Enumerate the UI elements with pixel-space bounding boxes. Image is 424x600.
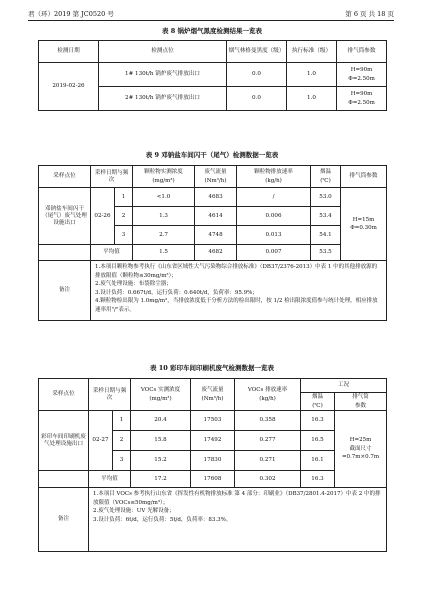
stack-params: H=90m Φ=2.50m — [337, 63, 387, 87]
page-header — [28, 8, 394, 21]
avg-concentration: 17.2 — [131, 471, 191, 488]
rate: 0.277 — [235, 431, 301, 451]
stack-params: H=15m Φ=0.30m — [341, 188, 387, 261]
col-header-point: 采样点位 — [39, 166, 91, 188]
frequency: 3 — [115, 226, 133, 245]
blackness-value: 0.0 — [227, 87, 287, 111]
table-9-caption: 表 9 邓钠盐车间闪干（尾气）检测数据一览表 — [145, 151, 279, 159]
col-header-date-freq: 采样日期与频次 — [91, 166, 133, 188]
col-header-concentration: 颗粒物实测浓度 (mg/m³) — [133, 166, 195, 188]
avg-temperature: 16.3 — [301, 471, 335, 488]
concentration: 20.4 — [131, 411, 191, 431]
standard-value: 1.0 — [287, 87, 337, 111]
stack-params: H=25m 截面尺寸 =0.7m×0.7m — [335, 411, 387, 488]
col-header-point: 检测点位 — [99, 41, 227, 63]
rate: 0.358 — [235, 411, 301, 431]
notes-row — [39, 261, 387, 321]
flow: 4683 — [195, 188, 237, 207]
temperature: 16.5 — [301, 431, 335, 451]
average-label: 平均值 — [89, 471, 131, 488]
col-header-flow: 废气流量 (Nm³/h) — [195, 166, 237, 188]
table-row — [39, 63, 387, 87]
table-row — [39, 411, 387, 431]
table-10 — [38, 378, 387, 552]
temperature: 16.1 — [301, 451, 335, 471]
rate: / — [237, 188, 311, 207]
col-header-date-freq: 采样日期与频次 — [89, 379, 131, 411]
avg-rate: 0.302 — [235, 471, 301, 488]
avg-flow: 17608 — [191, 471, 235, 488]
col-header-rate: 颗粒物排放速率 (kg/h) — [237, 166, 311, 188]
report-number: 君（环）2019 第 JC0520 号 — [28, 10, 114, 18]
rate: 0.013 — [237, 226, 311, 245]
col-header-standard: 执行标准（级） — [287, 41, 337, 63]
notes-label: 备注 — [39, 488, 89, 552]
frequency: 1 — [115, 188, 133, 207]
avg-concentration: 1.5 — [133, 245, 195, 261]
sampling-date: 02-26 — [91, 188, 115, 245]
page-counter: 第 6 页 共 18 页 — [345, 10, 394, 18]
notes-row — [39, 488, 387, 552]
col-header-stack: 排气筒参数 — [337, 41, 387, 63]
frequency: 1 — [113, 411, 131, 431]
flow: 17492 — [191, 431, 235, 451]
average-label: 平均值 — [91, 245, 133, 261]
col-header-rate: VOCs 排放速率 (kg/h) — [235, 379, 301, 411]
table-9 — [38, 165, 387, 321]
concentration: 15.2 — [131, 451, 191, 471]
rate: 0.271 — [235, 451, 301, 471]
flow: 4614 — [195, 207, 237, 226]
stack-params: H=90m Φ=2.50m — [337, 87, 387, 111]
blackness-value: 0.0 — [227, 63, 287, 87]
flow: 17503 — [191, 411, 235, 431]
sampling-point: 彩印车间印刷机废气处理设施出口 — [39, 411, 89, 471]
average-row — [39, 471, 387, 488]
col-header-date: 检测日期 — [39, 41, 99, 63]
notes-label: 备注 — [39, 261, 91, 321]
flow: 4748 — [195, 226, 237, 245]
average-row — [39, 245, 387, 261]
table-10-header — [39, 379, 387, 393]
sampling-point: 邓钠盐车间闪干（尾气）废气处理设施出口 — [39, 188, 91, 245]
standard-value: 1.0 — [287, 63, 337, 87]
temperature: 53.4 — [311, 207, 341, 226]
col-header-stack: 排气筒 参数 — [335, 393, 387, 411]
concentration: 15.8 — [131, 431, 191, 451]
frequency: 2 — [113, 431, 131, 451]
col-header-stack: 排气筒参数 — [341, 166, 387, 188]
concentration: 2.7 — [133, 226, 195, 245]
col-header-working-condition: 工况 — [301, 379, 387, 393]
table-8-caption: 表 8 锅炉烟气黑度检测结果一览表 — [161, 27, 263, 35]
temperature: 16.3 — [301, 411, 335, 431]
table-row — [39, 188, 387, 207]
col-header-blackness: 烟气林格曼黑度（级） — [227, 41, 287, 63]
col-header-point: 采样点位 — [39, 379, 89, 411]
temperature: 54.1 — [311, 226, 341, 245]
detection-point: 2# 130t/h 锅炉废气排放出口 — [99, 87, 227, 111]
col-header-temp: 烟温 (℃) — [311, 166, 341, 188]
notes-text: 1.本项目颗粒物参考执行《山东省区域性大气污染物综合排放标准》（DB37/2376-2013）中表 1 中的其他排放源的排放限值（颗粒物≤30mg/m³）； 2.废气处理设施：布袋除尘器； 3.设计负荷：0.667t/d，运行负荷：0.640t/d，负荷率：95.9%； 4.颗粒物检出限为 1.0mg/m³，当排放浓度低于分析方法的检出限时，按 1/2 检出限浓度值参与统计处理，相应排放速率用"/"表示。 — [91, 261, 387, 321]
rate: 0.006 — [237, 207, 311, 226]
concentration: <1.0 — [133, 188, 195, 207]
concentration: 1.3 — [133, 207, 195, 226]
sampling-date: 02-27 — [89, 411, 113, 471]
temperature: 53.0 — [311, 188, 341, 207]
avg-flow: 4682 — [195, 245, 237, 261]
detection-point: 1# 130t/h 锅炉废气排放出口 — [99, 63, 227, 87]
col-header-concentration: VOCs 实测浓度 (mg/m³) — [131, 379, 191, 411]
table-9-header — [39, 166, 387, 188]
table-8-header — [39, 41, 387, 63]
detection-date: 2019-02-26 — [39, 63, 99, 111]
avg-temperature: 53.5 — [311, 245, 341, 261]
col-header-temp: 烟温 (℃) — [301, 393, 335, 411]
flow: 17830 — [191, 451, 235, 471]
notes-text: 1.本项目 VOCs 参考执行山东省《挥发性有机物排放标准 第 4 部分：印刷业》（DB37/2801.4-2017）中表 2 中的排放限值（VOCs≤50mg/m³）； 2.废气处理设施：UV 光解设备； 3.设计负荷：6t/d，运行负荷：5t/d，负荷率：83.3%。 — [89, 488, 387, 552]
col-header-flow: 废气流量 (Nm³/h) — [191, 379, 235, 411]
avg-rate: 0.007 — [237, 245, 311, 261]
frequency: 2 — [115, 207, 133, 226]
table-10-caption: 表 10 彩印车间印刷机废气检测数据一览表 — [149, 364, 275, 372]
table-8 — [38, 40, 387, 111]
frequency: 3 — [113, 451, 131, 471]
